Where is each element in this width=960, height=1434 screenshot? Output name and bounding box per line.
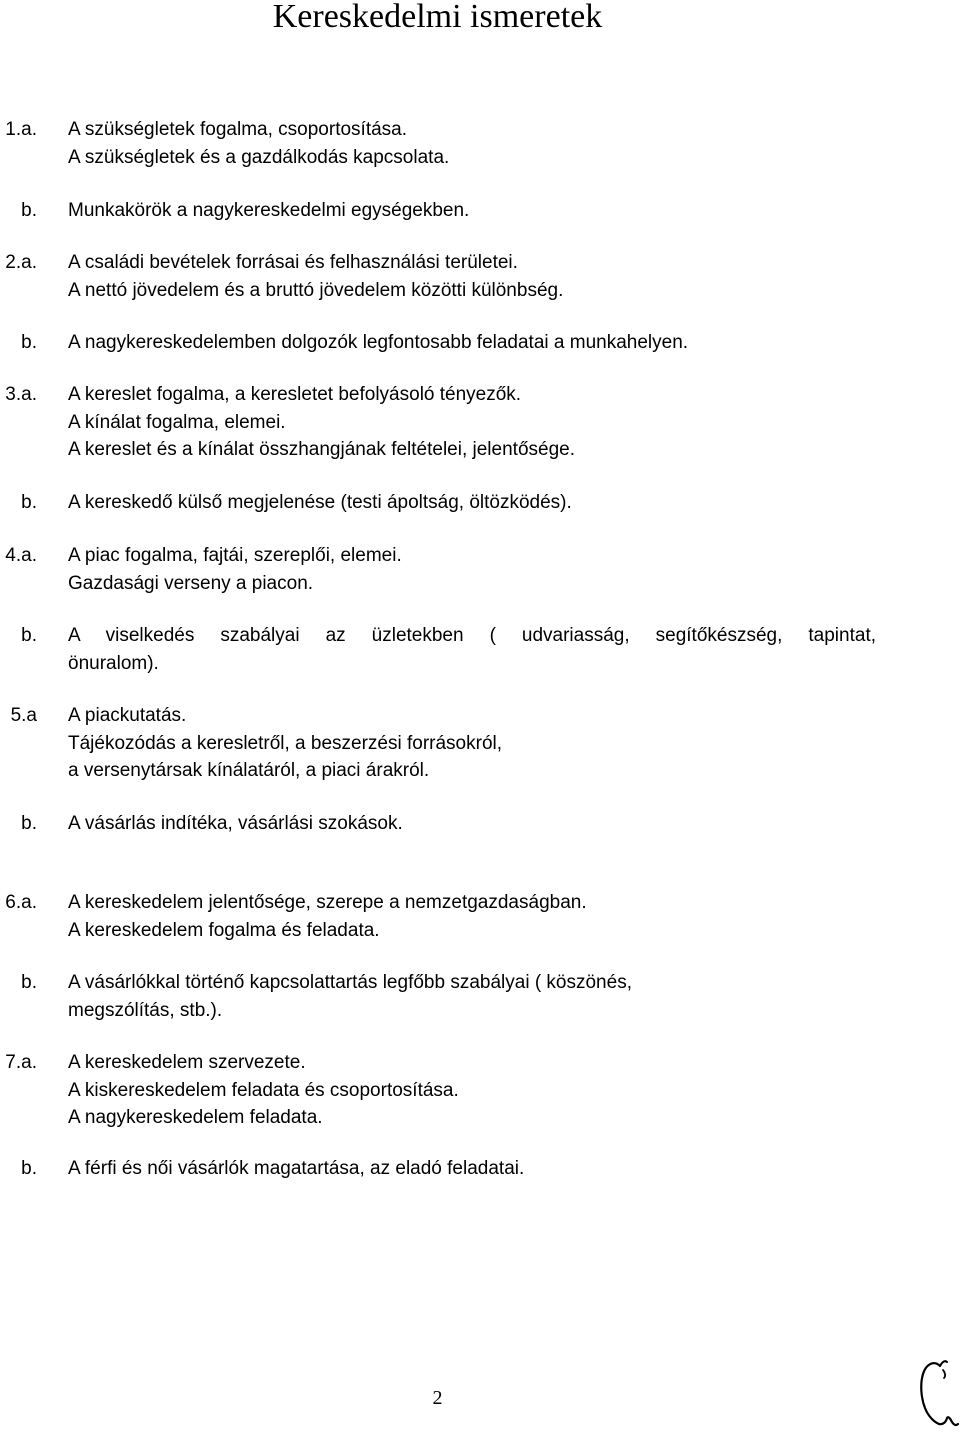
section-text <box>68 1155 876 1183</box>
section-label: 5.a <box>10 705 37 726</box>
text-line: A nagykereskedelemben dolgozók legfontosabb feladatai a munkahelyen. <box>68 332 689 353</box>
page-title: Kereskedelmi ismeretek <box>272 0 603 35</box>
section-label: 3.a. <box>5 384 37 405</box>
section-text <box>68 889 876 944</box>
text-line: A kereslet fogalma, a keresletet befolyásoló tényezők. <box>68 384 522 405</box>
handwritten-initial-signature <box>912 1352 960 1432</box>
text-line: Munkakörök a nagykereskedelmi egységekben. <box>68 200 470 221</box>
text-line: A kereskedelem jelentősége, szerepe a nemzetgazdaságban. <box>68 892 587 913</box>
page-number: 2 <box>432 1387 443 1409</box>
section-label: 1.a. <box>5 119 37 140</box>
section-label: b. <box>21 972 37 993</box>
section-text <box>68 542 876 597</box>
text-line: A családi bevételek forrásai és felhasználási területei. <box>68 252 518 273</box>
text-line: A viselkedés szabályai az üzletekben ( udvariasság, segítőkészség, tapintat, <box>68 625 876 646</box>
text-line: a versenytársak kínálatáról, a piaci árakról. <box>68 760 430 781</box>
section-text <box>68 969 876 1024</box>
section-label: 7.a. <box>5 1052 37 1073</box>
text-line: A kereskedő külső megjelenése (testi ápoltság, öltözködés). <box>68 492 572 513</box>
section-text <box>68 622 876 677</box>
text-line: A férfi és női vásárlók magatartása, az eladó feladatai. <box>68 1158 525 1179</box>
section-text <box>68 1049 876 1132</box>
text-line: A szükségletek és a gazdálkodás kapcsolata. <box>68 146 450 168</box>
text-line: A vásárlókkal történő kapcsolattartás legfőbb szabályai ( köszönés, <box>68 972 632 993</box>
section-text <box>68 249 876 304</box>
text-line: Tájékozódás a keresletről, a beszerzési forrásokról, <box>68 732 503 754</box>
text-line: önuralom). <box>68 652 159 674</box>
text-line: A kereslet és a kínálat összhangjának feltételei, jelentősége. <box>68 439 575 460</box>
section-text <box>68 197 876 225</box>
section-text <box>68 381 876 464</box>
text-line: A piackutatás. <box>68 705 187 726</box>
text-line: megszólítás, stb.). <box>68 999 223 1021</box>
text-line: A kínálat fogalma, elemei. <box>68 411 286 433</box>
text-line: A nagykereskedelem feladata. <box>68 1107 323 1128</box>
section-label: 2.a. <box>5 252 37 273</box>
text-line: A nettó jövedelem és a bruttó jövedelem közötti különbség. <box>68 279 564 301</box>
section-label: b. <box>21 492 37 513</box>
section-label: 6.a. <box>5 892 37 913</box>
section-text <box>68 489 876 517</box>
section-label: b. <box>21 625 37 646</box>
section-label: b. <box>21 1158 37 1179</box>
section-label: 4.a. <box>5 545 37 566</box>
section-text <box>68 329 876 357</box>
text-line: A vásárlás indítéka, vásárlási szokások. <box>68 813 403 834</box>
section-text <box>68 116 876 171</box>
text-line: A kiskereskedelem feladata és csoportosítása. <box>68 1079 459 1101</box>
section-label: b. <box>21 813 37 834</box>
section-label: b. <box>21 332 37 353</box>
section-label: b. <box>21 200 37 221</box>
section-text <box>68 810 876 838</box>
text-line: A kereskedelem szervezete. <box>68 1052 306 1073</box>
text-line: A kereskedelem fogalma és feladata. <box>68 919 380 941</box>
section-text <box>68 702 876 785</box>
text-line: A szükségletek fogalma, csoportosítása. <box>68 119 408 140</box>
text-line: Gazdasági verseny a piacon. <box>68 572 314 594</box>
text-line: A piac fogalma, fajtái, szereplői, elemei. <box>68 545 402 566</box>
